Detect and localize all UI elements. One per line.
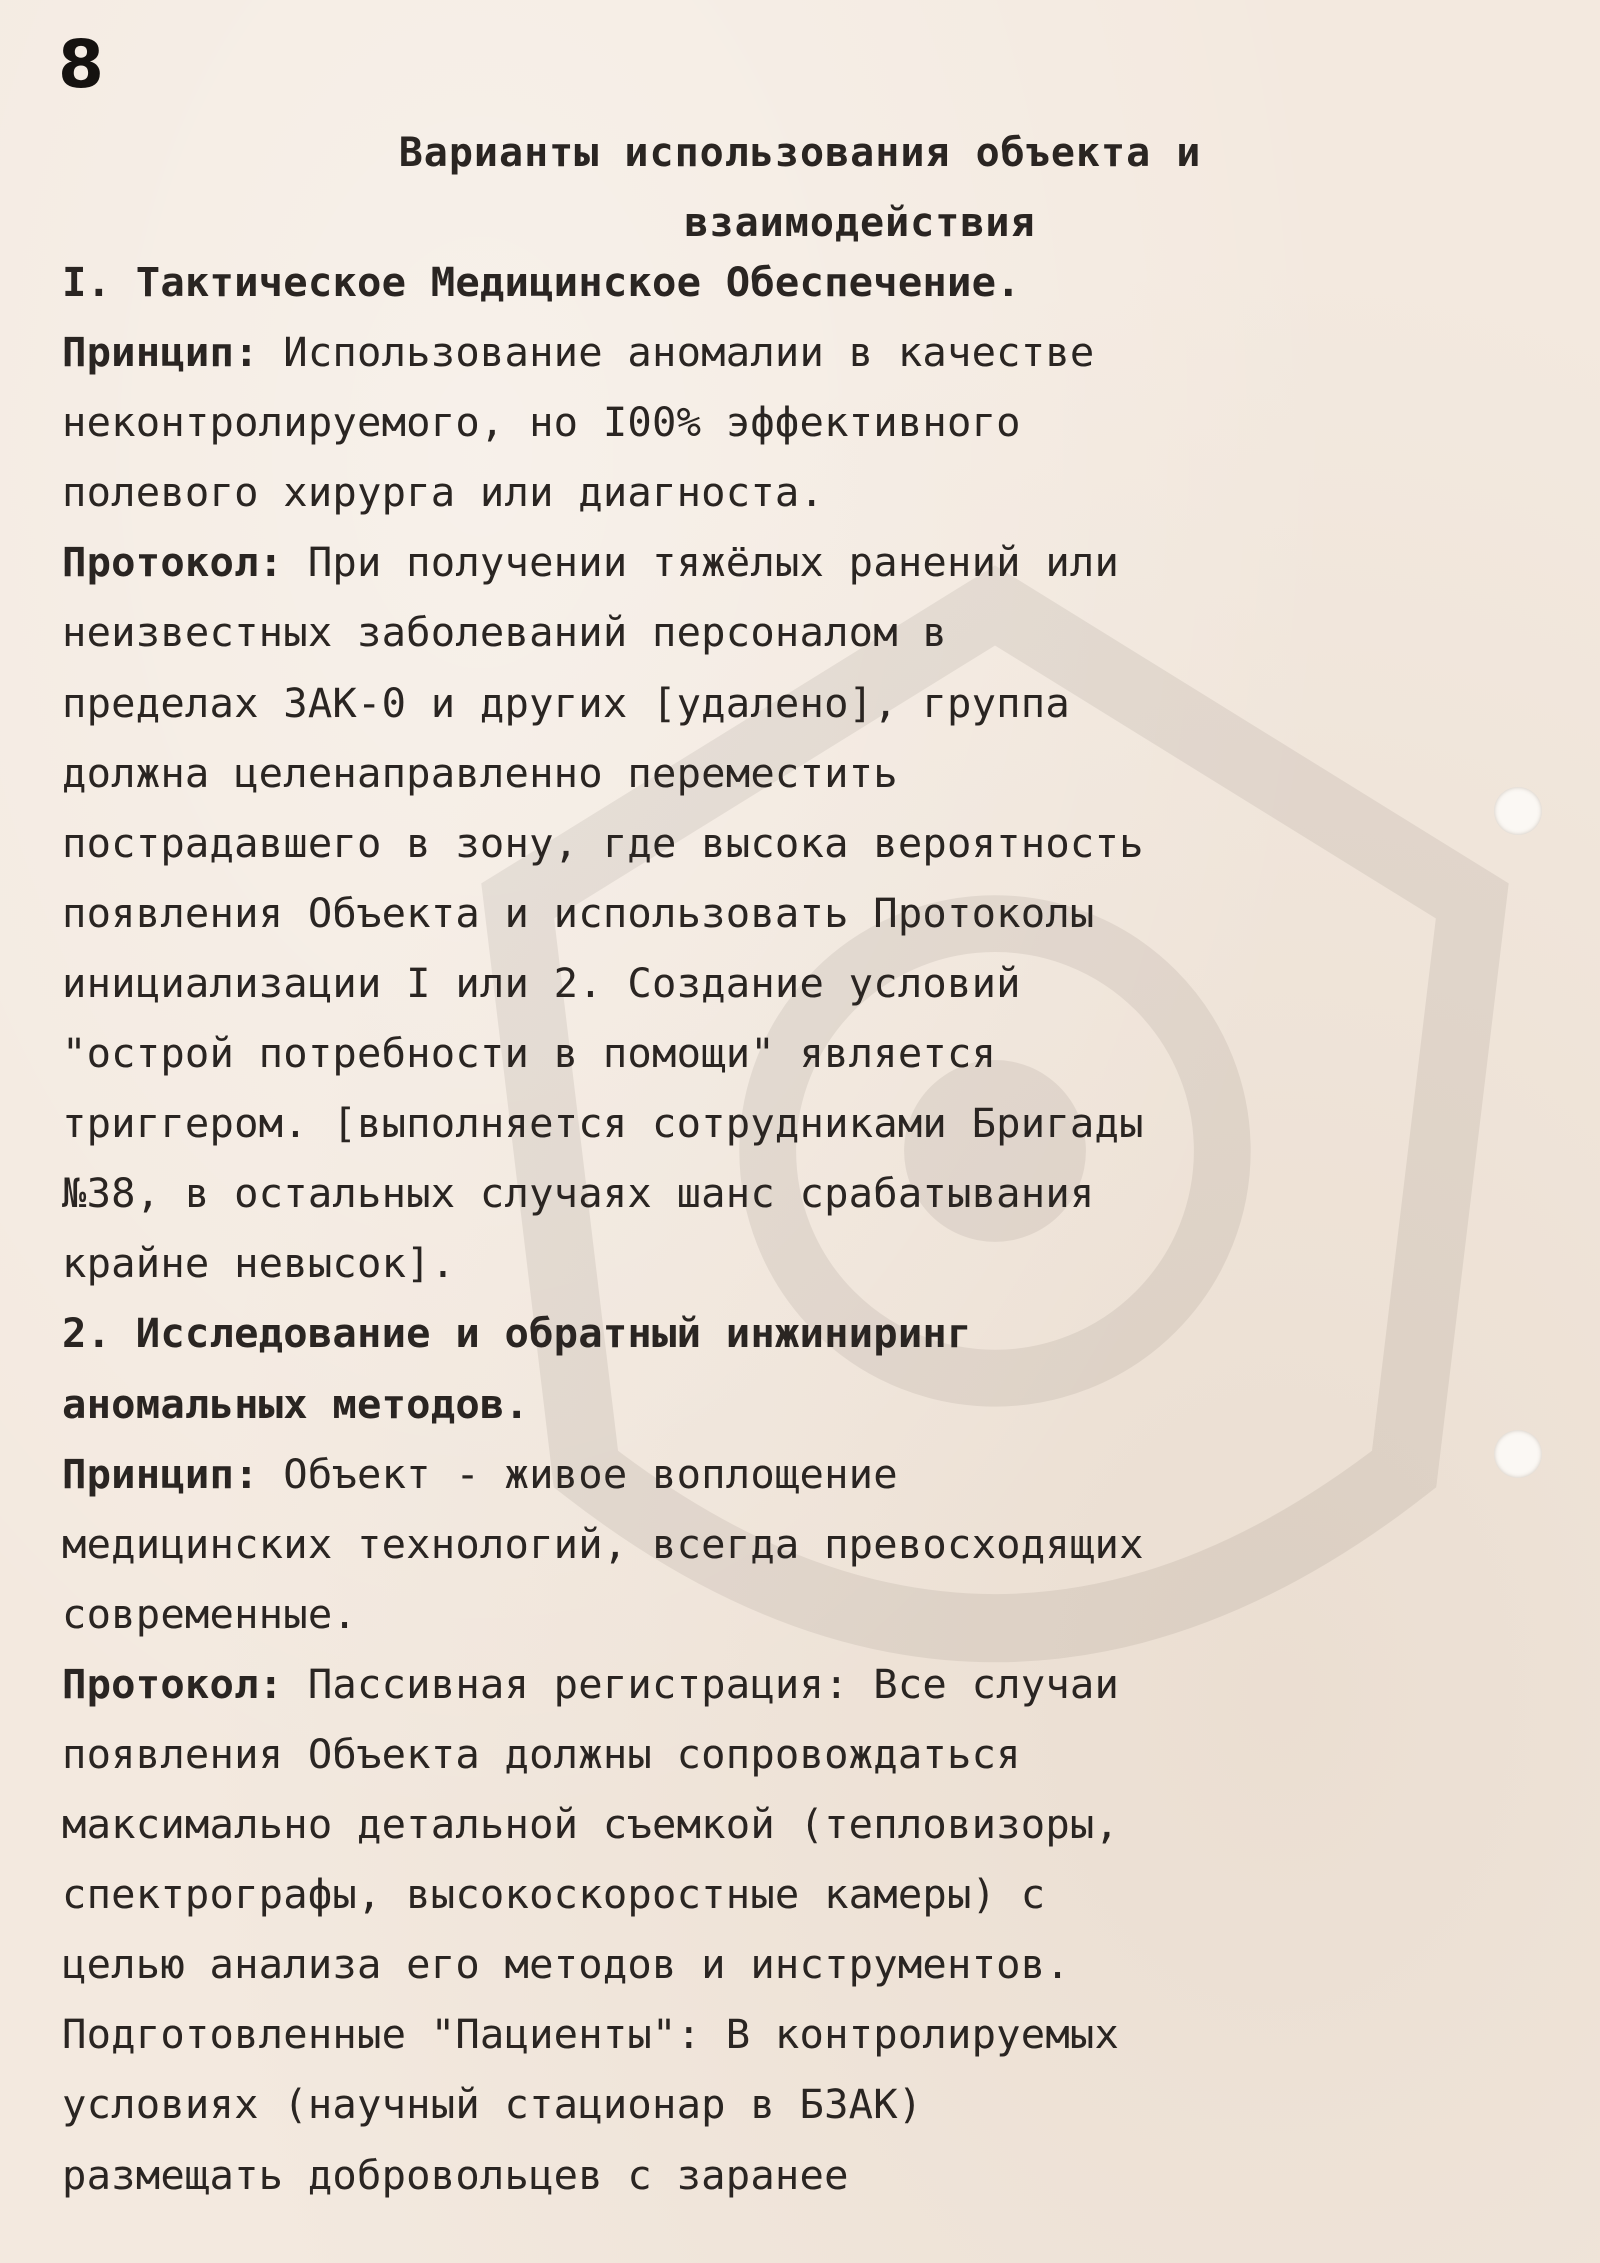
text-line [62, 527, 1562, 597]
title-line: взаимодействия [684, 200, 1036, 246]
section-heading: 2. Исследование и обратный инжиниринг [62, 1309, 972, 1358]
text-line: пострадавшего в зону, где высока вероятность [62, 818, 1144, 867]
document-body [62, 247, 1562, 2210]
text-line: появления Объекта должны сопровождаться [62, 1729, 1021, 1778]
text-line: пределах ЗАК-0 и других [удалено], группа [62, 678, 1070, 727]
text-line [62, 317, 1562, 387]
section-heading: аномальных методов. [62, 1379, 530, 1428]
text-line [62, 1439, 1562, 1509]
line-text: При получении тяжёлых ранений или [283, 538, 1120, 587]
section-heading: I. Тактическое Медицинское Обеспечение. [62, 258, 1021, 306]
page-number: 8 [58, 26, 104, 103]
title-line: Варианты использования объекта и [398, 130, 1202, 176]
document-title [0, 118, 1600, 258]
text-line: "острой потребности в помощи" является [62, 1029, 997, 1078]
text-line: медицинских технологий, всегда превосходящих [62, 1519, 1144, 1568]
line-text: Объект - живое воплощение [258, 1449, 898, 1498]
line-text: Пассивная регистрация: Все случаи [283, 1659, 1120, 1708]
text-line: Подготовленные "Пациенты": В контролируемых [62, 2010, 1120, 2059]
text-line [62, 1649, 1562, 1719]
line-label: Принцип: [62, 328, 259, 377]
text-line: должна целенаправленно переместить [62, 748, 898, 797]
text-line: неконтролируемого, но I00% эффективного [62, 398, 1021, 447]
text-line: условиях (научный стационар в БЗАК) [62, 2080, 923, 2129]
text-line: крайне невысок]. [62, 1239, 456, 1288]
text-line: современные. [62, 1589, 357, 1638]
text-line: максимально детальной съемкой (тепловизоры, [62, 1800, 1120, 1849]
line-label: Протокол: [62, 538, 284, 587]
text-line: полевого хирурга или диагноста. [62, 468, 825, 517]
line-text: Использование аномалии в качестве [258, 328, 1095, 377]
text-line: неизвестных заболеваний персоналом в [62, 608, 947, 657]
text-line: целью анализа его методов и инструментов. [62, 1940, 1070, 1989]
text-line: появления Объекта и использовать Протоколы [62, 888, 1095, 937]
text-line: триггером. [выполняется сотрудниками Бригады [62, 1099, 1144, 1148]
line-label: Принцип: [62, 1449, 259, 1498]
line-label: Протокол: [62, 1659, 284, 1708]
text-line: №38, в остальных случаях шанс срабатывания [62, 1169, 1095, 1218]
text-line: спектрографы, высокоскоростные камеры) с [62, 1870, 1046, 1919]
text-line: размещать добровольцев с заранее [62, 2150, 849, 2199]
text-line: инициализации I или 2. Создание условий [62, 958, 1021, 1007]
